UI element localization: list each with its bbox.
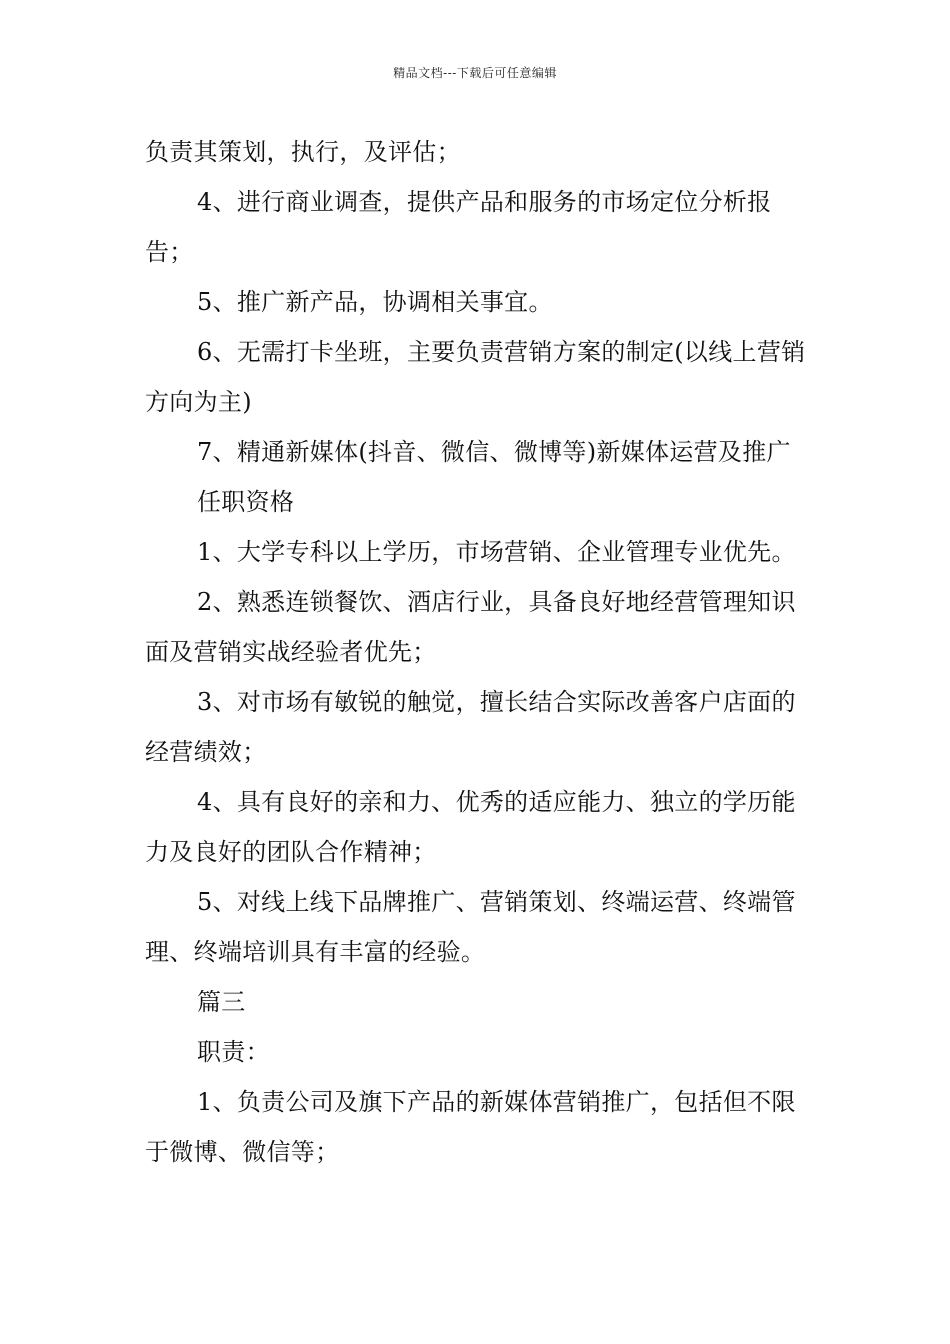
section-heading: 职责： — [197, 1038, 270, 1066]
paragraph: 5、推广新产品，协调相关事宜。 — [197, 288, 553, 316]
paragraph: 6、无需打卡坐班，主要负责营销方案的制定(以线上营销方向为主) — [145, 338, 806, 416]
paragraph: 4、进行商业调查，提供产品和服务的市场定位分析报告； — [145, 188, 772, 266]
section-heading: 篇三 — [197, 988, 246, 1016]
document-body — [145, 127, 807, 1177]
paragraph: 3、对市场有敏锐的触觉，擅长结合实际改善客户店面的经营绩效； — [145, 688, 796, 766]
paragraph: 1、负责公司及旗下产品的新媒体营销推广，包括但不限于微博、微信等； — [145, 1088, 796, 1166]
paragraph: 4、具有良好的亲和力、优秀的适应能力、独立的学历能力及良好的团队合作精神； — [145, 788, 796, 866]
paragraph: 1、大学专科以上学历，市场营销、企业管理专业优先。 — [197, 538, 796, 566]
paragraph: 7、精通新媒体(抖音、微信、微博等)新媒体运营及推广 — [197, 438, 791, 466]
page-header: 精品文档---下载后可任意编辑 — [393, 66, 557, 80]
paragraph: 2、熟悉连锁餐饮、酒店行业，具备良好地经营管理知识面及营销实战经验者优先； — [145, 588, 796, 666]
paragraph: 5、对线上线下品牌推广、营销策划、终端运营、终端管理、终端培训具有丰富的经验。 — [145, 888, 796, 966]
paragraph: 负责其策划，执行，及评估； — [145, 138, 461, 166]
section-heading: 任职资格 — [197, 488, 295, 516]
